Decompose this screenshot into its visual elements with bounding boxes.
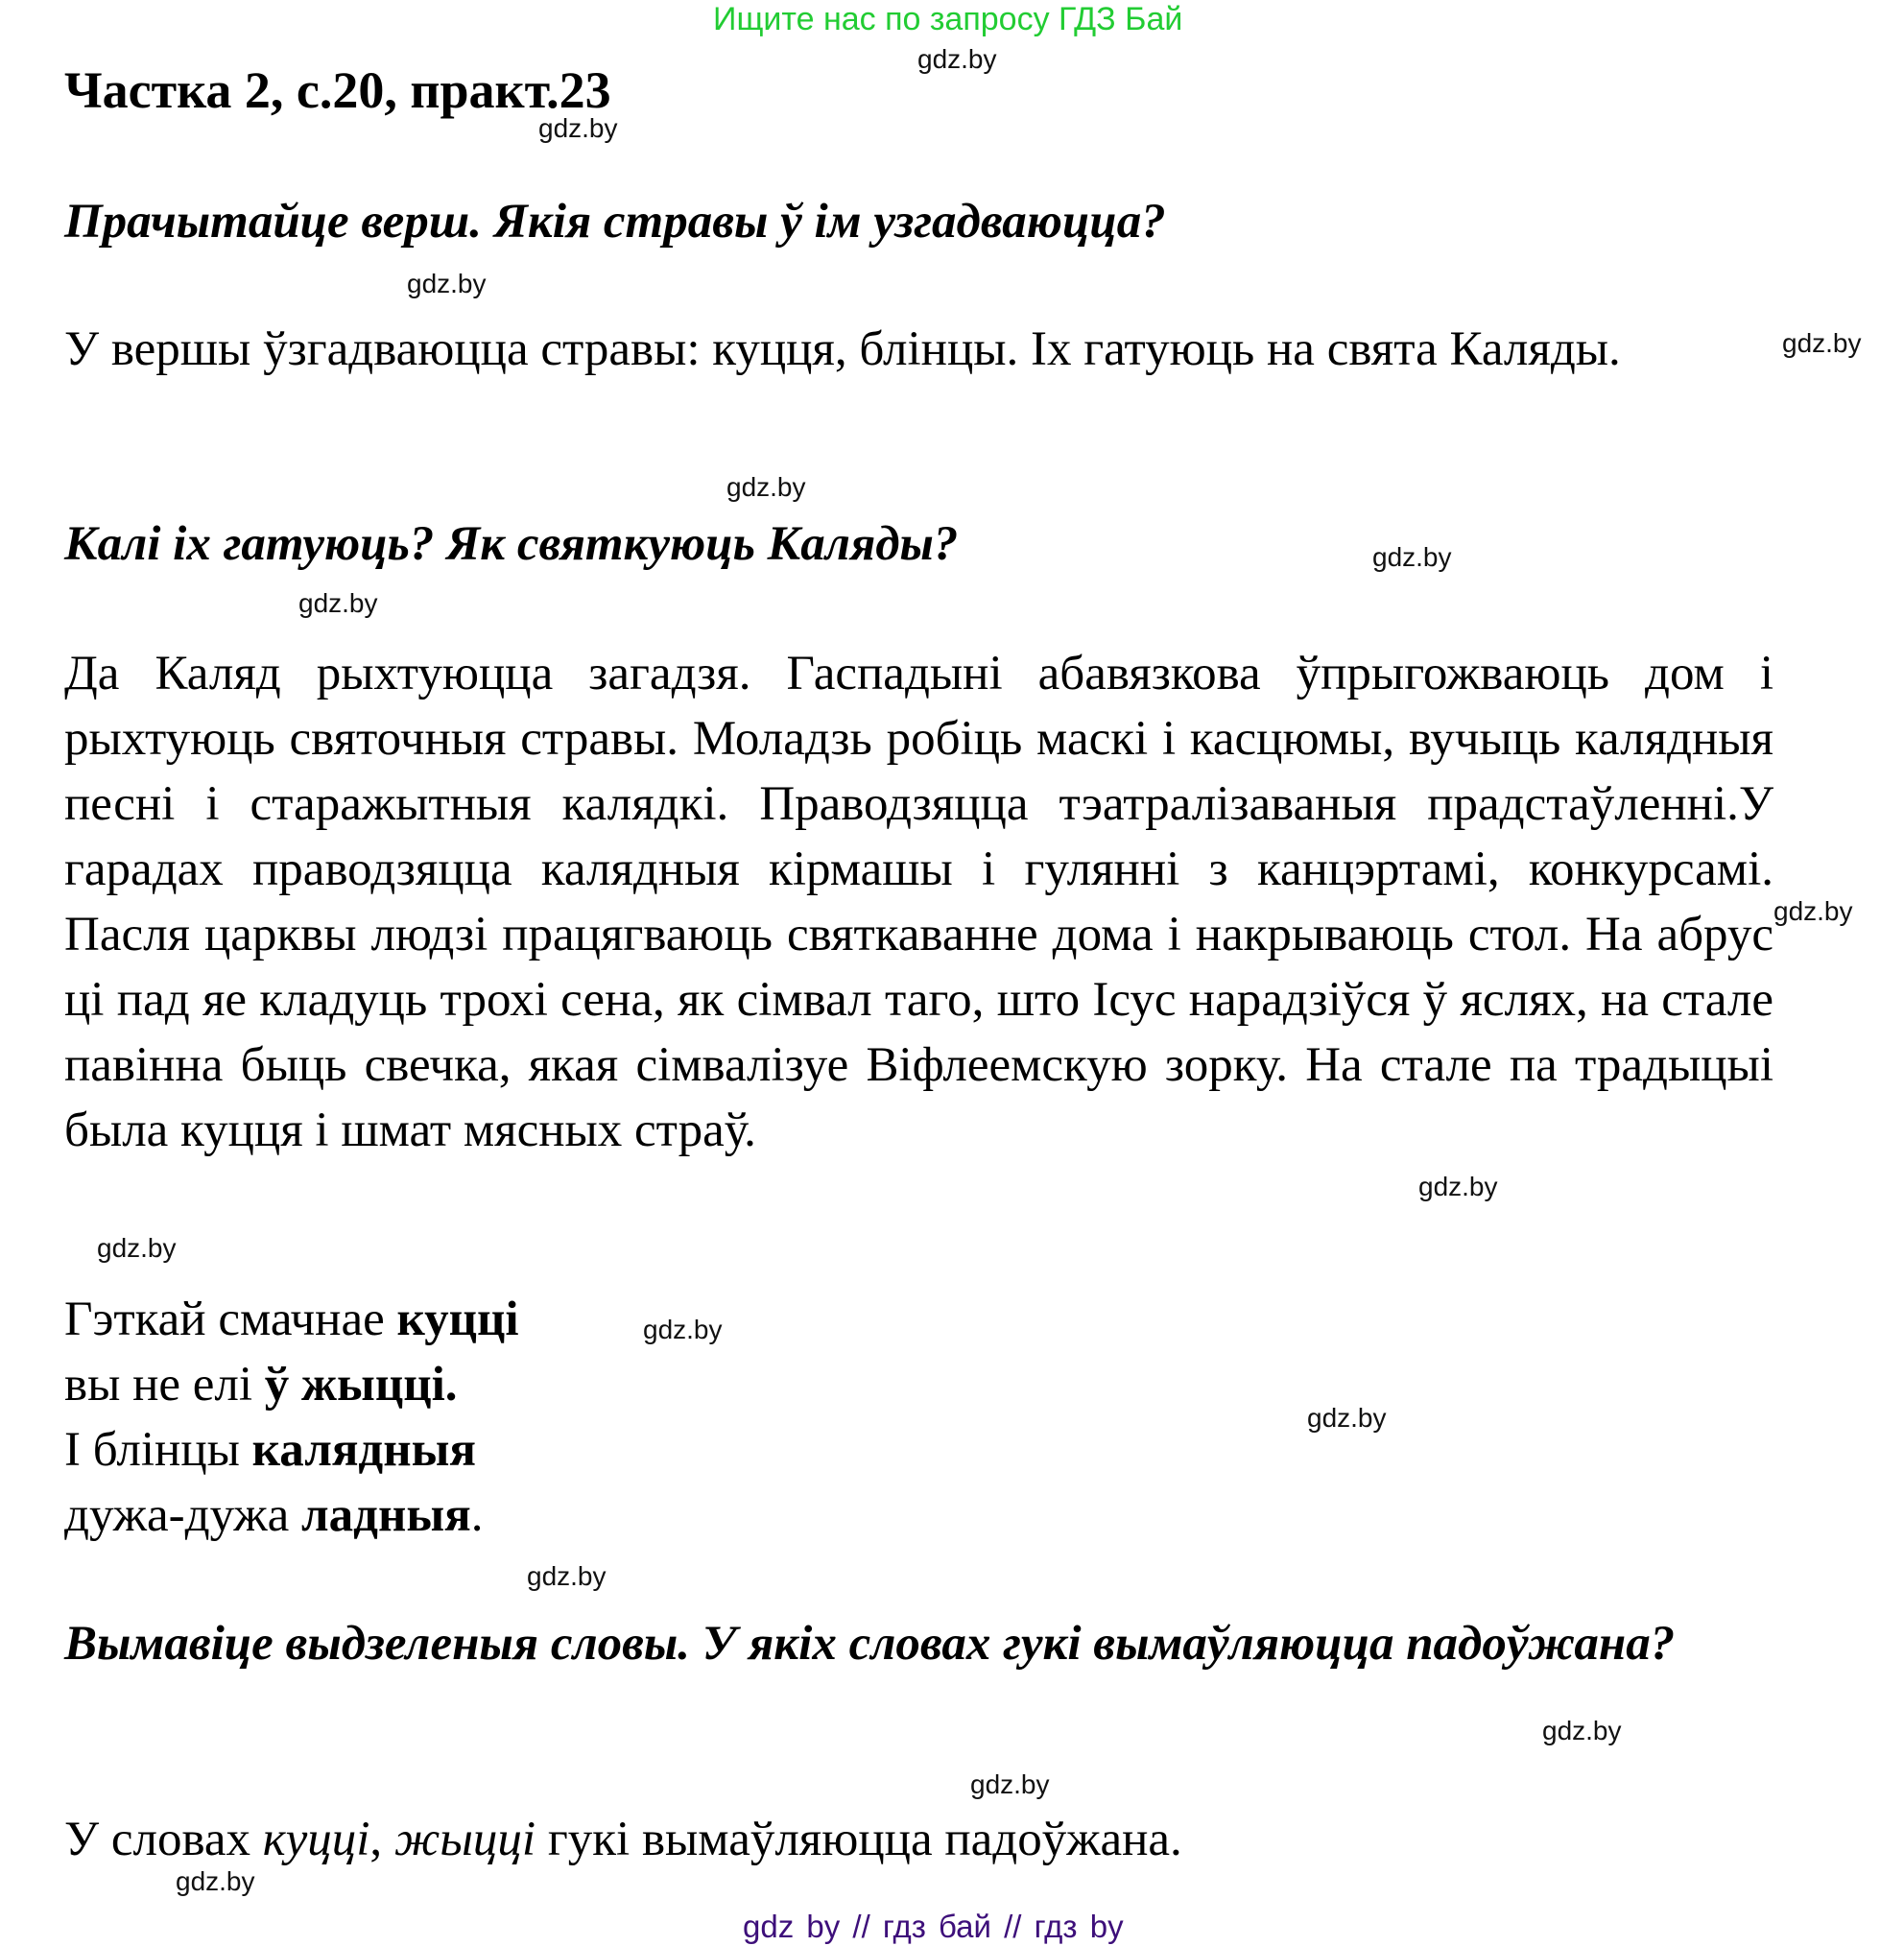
answer-text: У словах [64, 1813, 263, 1866]
watermark: gdz.by [1418, 1172, 1498, 1201]
watermark: gdz.by [1782, 328, 1862, 358]
watermark: gdz.by [407, 269, 487, 298]
answer-italic-word: куцці [262, 1813, 370, 1866]
poem-line [64, 1483, 1773, 1548]
watermark: gdz.by [1307, 1403, 1387, 1433]
footer-links: gdz by // гдз бай // гдз by [743, 1909, 1124, 1944]
poem-highlight-word: ў жыцці. [264, 1358, 458, 1412]
watermark: gdz.by [1773, 896, 1853, 926]
watermark: gdz.by [176, 1866, 255, 1896]
task1-question: Прачытайце верш. Якія стравы ў ім узгадваюцца? [64, 195, 1166, 249]
task3-answer [64, 1807, 1773, 1872]
poem-highlight-word: калядныя [251, 1423, 477, 1477]
poem-line-text: вы не елі [64, 1358, 265, 1412]
poem-line [64, 1417, 1773, 1483]
task2-answer: Да Каляд рыхтуюцца загадзя. Гаспадыні абавязкова ўпрыгожваюць дом і рыхтуюць святочныя стравы. Моладзь робіць маскі і касцюмы, вучыць калядныя песні і старажытныя калядкі. Праводзяцца тэатралізаваныя прадстаўленні.У гарадах праводзяцца калядныя кірмашы і гулянні з канцэртамі, конкурсамі. Пасля царквы людзі працягваюць святкаванне дома і накрываюць стол. На абрус ці пад яе кладуць трохі сена, як сімвал таго, што Ісус нарадзіўся ў яслях, на стале павінна быць свечка, якая сімвалізуе Віфлеемскую зорку. На стале па традыцыі была куцця і шмат мясных страў. [64, 647, 1773, 1157]
poem-line-text: дужа-дужа [64, 1488, 302, 1542]
search-banner: Ищите нас по запросу ГДЗ Бай [713, 1, 1183, 37]
poem [64, 1287, 1773, 1548]
answer-text: гукі вымаўляюцца падоўжана. [536, 1813, 1182, 1866]
watermark: gdz.by [1542, 1716, 1622, 1745]
answer-separator: , [369, 1813, 394, 1866]
watermark: gdz.by [726, 472, 806, 502]
poem-line-text: І блінцы [64, 1423, 252, 1477]
watermark: gdz.by [970, 1769, 1050, 1799]
poem-line-text: Гэткай смачнае [64, 1293, 397, 1346]
poem-highlight-word: куцці [396, 1293, 519, 1346]
page-title: Частка 2, с.20, практ.23 [64, 61, 611, 119]
task3-question: Вымавіце выдзеленыя словы. У якіх словах гукі вымаўляюцца падоўжана? [64, 1617, 1676, 1671]
poem-line [64, 1352, 1773, 1417]
watermark: gdz.by [538, 113, 618, 143]
poem-line-tail: . [470, 1488, 484, 1542]
watermark: gdz.by [97, 1233, 177, 1263]
task2-question: Калі іх гатуюць? Як святкуюць Каляды? [64, 517, 959, 571]
watermark: gdz.by [643, 1315, 723, 1344]
watermark: gdz.by [298, 588, 378, 618]
task1-answer: У вершы ўзгадваюцца стравы: куцця, блінцы. Іх гатуюць на свята Каляды. [64, 322, 1621, 376]
watermark: gdz.by [1372, 542, 1452, 572]
poem-line [64, 1287, 1773, 1352]
watermark: gdz.by [917, 44, 997, 74]
poem-highlight-word: ладныя [301, 1488, 471, 1542]
watermark: gdz.by [527, 1561, 607, 1591]
answer-italic-word: жыцці [393, 1813, 536, 1866]
